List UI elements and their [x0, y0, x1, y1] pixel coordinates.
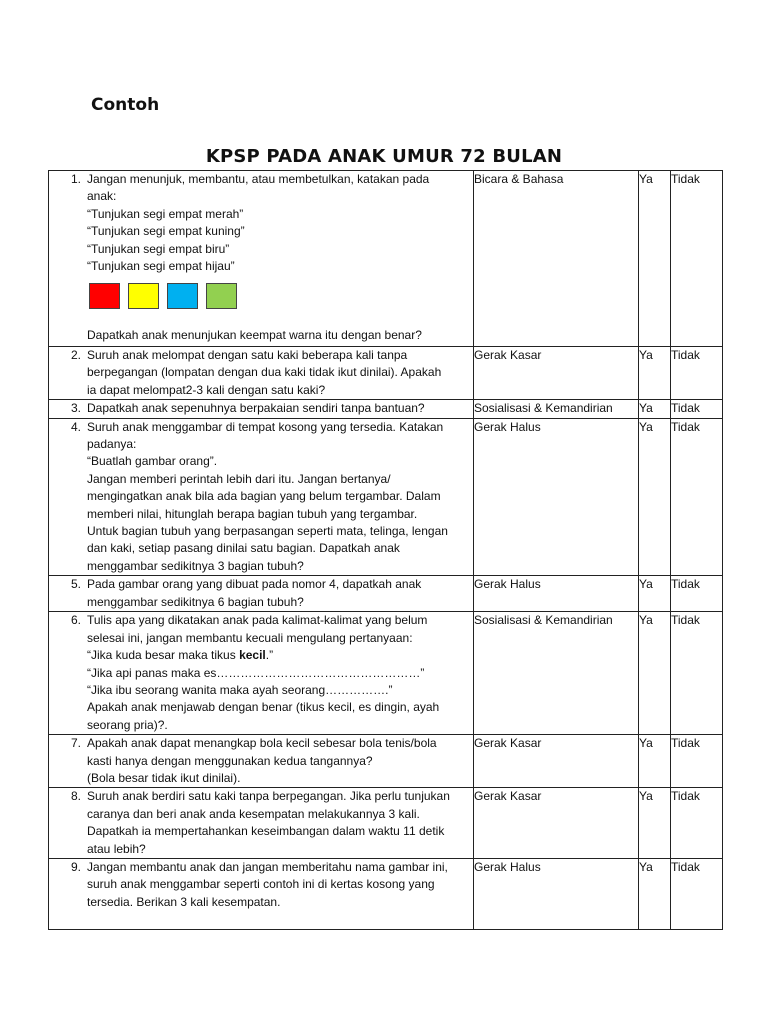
question-cell	[49, 347, 474, 400]
question-line: anak:	[87, 189, 117, 204]
question-cell	[49, 576, 474, 612]
example-label: Contoh	[91, 95, 160, 115]
question-cell	[49, 788, 474, 859]
question-cell	[49, 171, 474, 347]
tidak-cell: Tidak	[671, 735, 723, 788]
tidak-cell: Tidak	[671, 171, 723, 347]
tidak-cell: Tidak	[671, 612, 723, 735]
ya-cell: Ya	[639, 576, 671, 612]
question-line: mengingatkan anak bila ada bagian yang belum tergambar. Dalam	[87, 489, 441, 504]
question-line: “Tunjukan segi empat biru”	[87, 241, 230, 256]
question-line: padanya:	[87, 437, 137, 452]
green-square	[206, 283, 237, 309]
tidak-cell: Tidak	[671, 400, 723, 418]
category-cell: Gerak Kasar	[474, 735, 639, 788]
question-line: Suruh anak berdiri satu kaki tanpa berpegangan. Jika perlu tunjukan	[87, 789, 450, 804]
question-line: dan kaki, setiap pasang dinilai satu bagian. Dapatkah anak	[87, 541, 400, 556]
prompt-text: .”	[265, 648, 274, 663]
question-line: atau lebih?	[87, 841, 146, 856]
question-line: ia dapat melompat2-3 kali dengan satu kaki?	[87, 382, 326, 397]
question-line: Apakah anak dapat menangkap bola kecil sebesar bola tenis/bola	[87, 736, 437, 751]
question-line: Jangan memberi perintah lebih dari itu. Jangan bertanya/	[87, 471, 391, 486]
bold-answer: kecil	[239, 648, 266, 663]
tidak-cell: Tidak	[671, 576, 723, 612]
question-line: berpegangan (lompatan dengan dua kaki tidak ikut dinilai). Apakah	[87, 365, 442, 380]
table-row	[49, 418, 723, 576]
question-line: Jangan membantu anak dan jangan memberitahu nama gambar ini,	[87, 859, 448, 874]
ya-cell: Ya	[639, 347, 671, 400]
table-row	[49, 400, 723, 418]
question-line: kasti hanya dengan menggunakan kedua tangannya?	[87, 753, 373, 768]
table-row	[49, 576, 723, 612]
question-line: “Tunjukan segi empat kuning”	[87, 224, 245, 239]
question-line: Apakah anak menjawab dengan benar (tikus kecil, es dingin, ayah	[87, 700, 440, 715]
tidak-cell: Tidak	[671, 858, 723, 929]
tidak-cell: Tidak	[671, 788, 723, 859]
ya-cell: Ya	[639, 400, 671, 418]
ya-cell: Ya	[639, 612, 671, 735]
table-row	[49, 735, 723, 788]
ya-cell: Ya	[639, 858, 671, 929]
question-line: memberi nilai, hitunglah berapa bagian tubuh yang tergambar.	[87, 506, 418, 521]
category-cell: Gerak Kasar	[474, 347, 639, 400]
question-cell	[49, 612, 474, 735]
question-number: 4.	[70, 419, 81, 434]
question-line: (Bola besar tidak ikut dinilai).	[87, 770, 241, 785]
table-row	[49, 858, 723, 929]
question-line: seorang pria)?.	[87, 717, 168, 732]
question-line: menggambar sedikitnya 3 bagian tubuh?	[87, 558, 304, 573]
table-row	[49, 788, 723, 859]
color-swatches	[89, 283, 473, 309]
tidak-cell: Tidak	[671, 347, 723, 400]
question-line: “Tunjukan segi empat merah”	[87, 206, 244, 221]
question-number: 3.	[70, 401, 81, 416]
question-line: “Buatlah gambar orang”.	[87, 454, 218, 469]
question-line: menggambar sedikitnya 6 bagian tubuh?	[87, 594, 304, 609]
kpsp-table	[48, 170, 723, 930]
question-cell	[49, 735, 474, 788]
question-cell	[49, 418, 474, 576]
question-line: Jangan menunjuk, membantu, atau membetulkan, katakan pada	[87, 172, 430, 186]
question-number: 6.	[70, 613, 81, 628]
question-line: Untuk bagian tubuh yang berpasangan seperti mata, telinga, lengan	[87, 524, 448, 539]
question-line: suruh anak menggambar seperti contoh ini di kertas kosong yang	[87, 877, 435, 892]
question-line: Dapatkah anak sepenuhnya berpakaian sendiri tanpa bantuan?	[87, 401, 425, 416]
yellow-square	[128, 283, 159, 309]
red-square	[89, 283, 120, 309]
category-cell: Bicara & Bahasa	[474, 171, 639, 347]
question-line: selesai ini, jangan membantu kecuali mengulang pertanyaan:	[87, 630, 413, 645]
category-cell: Gerak Halus	[474, 576, 639, 612]
question-number: 5.	[70, 577, 81, 592]
prompt-text: “Jika kuda besar maka tikus	[87, 648, 240, 663]
table-row	[49, 347, 723, 400]
document-title: KPSP PADA ANAK UMUR 72 BULAN	[205, 146, 563, 167]
question-cell	[49, 400, 474, 418]
question-number: 9.	[70, 859, 81, 874]
question-number: 7.	[70, 736, 81, 751]
category-cell: Sosialisasi & Kemandirian	[474, 612, 639, 735]
question-line: “Tunjukan segi empat hijau”	[87, 259, 235, 274]
ya-cell: Ya	[639, 171, 671, 347]
question-line: Tulis apa yang dikatakan anak pada kalimat-kalimat yang belum	[87, 613, 428, 628]
question-line	[87, 647, 473, 664]
question-line: “Jika api panas maka es……………………………………………”	[87, 665, 425, 680]
ya-cell: Ya	[639, 418, 671, 576]
question-number: 8.	[70, 789, 81, 804]
question-line: tersedia. Berikan 3 kali kesempatan.	[87, 894, 281, 909]
question-number: 1.	[70, 172, 81, 186]
table-row	[49, 171, 723, 347]
question-cell	[49, 858, 474, 929]
question-line: Dapatkah anak menunjukan keempat warna itu dengan benar?	[87, 328, 422, 343]
question-line: “Jika ibu seorang wanita maka ayah seorang…………….”	[87, 682, 393, 697]
category-cell: Sosialisasi & Kemandirian	[474, 400, 639, 418]
question-line: Suruh anak menggambar di tempat kosong yang tersedia. Katakan	[87, 419, 444, 434]
ya-cell: Ya	[639, 788, 671, 859]
question-line: Suruh anak melompat dengan satu kaki beberapa kali tanpa	[87, 348, 408, 362]
category-cell: Gerak Halus	[474, 418, 639, 576]
question-number: 2.	[70, 348, 81, 362]
question-line: caranya dan beri anak anda kesempatan melakukannya 3 kali.	[87, 806, 420, 821]
question-line: Pada gambar orang yang dibuat pada nomor 4, dapatkah anak	[87, 577, 422, 592]
blue-square	[167, 283, 198, 309]
category-cell: Gerak Halus	[474, 858, 639, 929]
table-row	[49, 612, 723, 735]
ya-cell: Ya	[639, 735, 671, 788]
question-line: Dapatkah ia mempertahankan keseimbangan dalam waktu 11 detik	[87, 824, 445, 839]
tidak-cell: Tidak	[671, 418, 723, 576]
category-cell: Gerak Kasar	[474, 788, 639, 859]
